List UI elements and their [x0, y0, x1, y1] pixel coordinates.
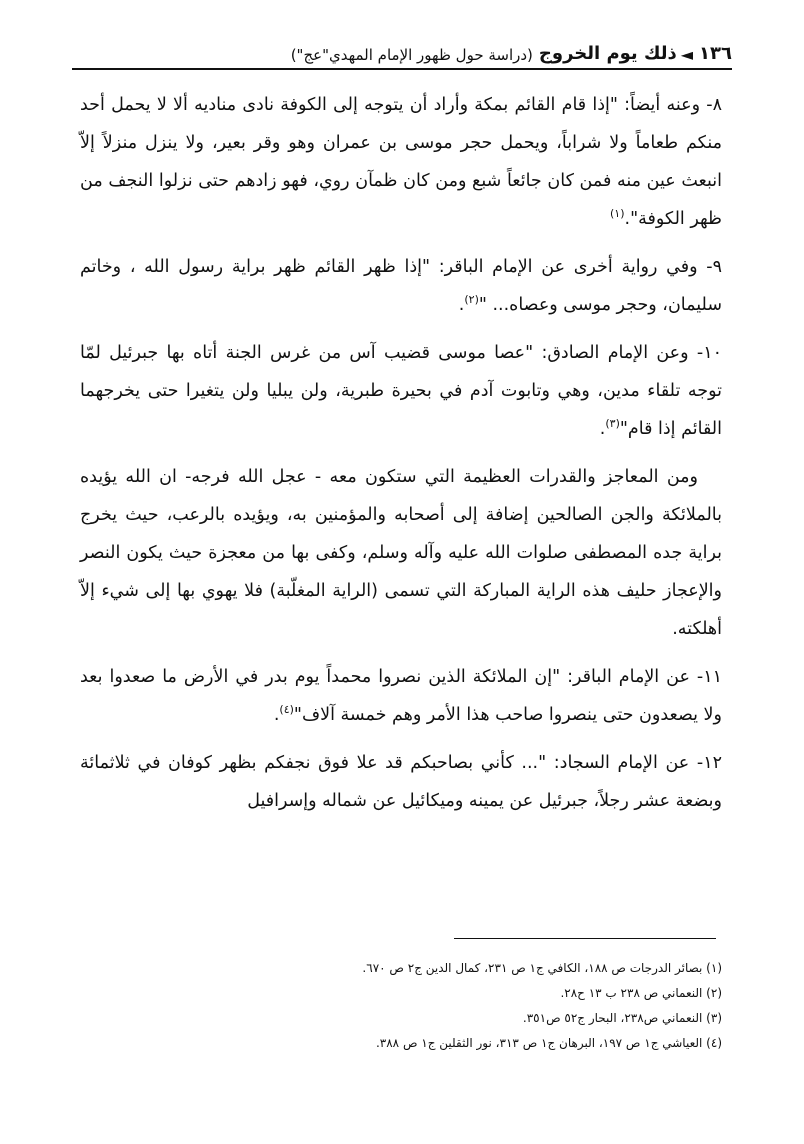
paragraph-text: ١٢- عن الإمام السجاد: "... كأني بصاحبكم قد علا فوق نجفكم بظهر كوفان في ثلاثمائة وبضعة عشر رجلاً، جبرئيل عن يمينه وميكائيل عن شماله وإسرافيل — [80, 753, 722, 811]
book-title: ذلك يوم الخروج — [538, 43, 677, 64]
footnote-ref: (٣) — [605, 417, 620, 431]
paragraph-text: ٨- وعنه أيضاً: "إذا قام القائم بمكة وأراد أن يتوجه إلى الكوفة نادى مناديه ألا لا يحمل أحد منكم طعاماً ولا شراباً، ويحمل حجر موسى بن عمران وهو وقر بعير، ولا ينزل منزلاً إلاّ انبعث عين منه فمن كان جائعاً شبع ومن كان ظمآن روي، فهو زادهم حتى نزلوا النجف من ظهر الكوفة". — [80, 95, 722, 229]
paragraph-11: ١١- عن الإمام الباقر: "إن الملائكة الذين نصروا محمداً يوم بدر في الأرض ما صعدوا بعد ولا يصعدون حتى ينصروا صاحب هذا الأمر وهم خمسة آلاف"$^{(٤)}$. — [80, 667, 722, 725]
footnote-4: (٤) العياشي ج١ ص ١٩٧، البرهان ج١ ص ٣١٣، نور الثقلين ج١ ص ٣٨٨. — [375, 1036, 722, 1050]
paragraph-text: ١١- عن الإمام الباقر: "إن الملائكة الذين نصروا محمداً يوم بدر في الأرض ما صعدوا بعد ولا يصعدون حتى ينصروا صاحب هذا الأمر وهم خمسة آلاف" — [80, 667, 722, 725]
paragraph-text: ومن المعاجز والقدرات العظيمة التي ستكون معه - عجل الله فرجه- ان الله يؤيده بالملائكة والجن الصالحين إضافة إلى أصحابه والمؤمنين به، ويؤيده بالرعب، حيث يخرج براية جده المصطفى صلوات الله عليه وآله وسلم، وكفى بها من معجزة حيث يكون النصر والإعجاز حليف هذه الراية المباركة التي تسمى (الراية المغلّبة) فلا يهوي بها إلى شيء إلاّ أهلكته. — [80, 467, 722, 639]
paragraph-text: ٩- وفي رواية أخرى عن الإمام الباقر: "إذا ظهر القائم ظهر براية رسول الله ، وخاتم سليمان، وحجر موسى وعصاه... " — [80, 257, 722, 315]
paragraph-text: ١٠- وعن الإمام الصادق: "عصا موسى قضيب آس من غرس الجنة أتاه بها جبرئيل لمّا توجه تلقاء مدين، وهي وتابوت آدم في بحيرة طبرية، ولن يبليا ولن يتغيرا حتى يخرجهما القائم إذا قام" — [80, 343, 722, 439]
footnote-ref: (١) — [610, 207, 625, 221]
main-text — [80, 86, 722, 830]
paragraph-12 — [80, 744, 722, 820]
footnote-divider — [454, 938, 716, 939]
paragraph-8 — [80, 86, 722, 238]
footnote-ref: (٢) — [464, 293, 479, 307]
footnote-2: (٢) النعماني ص ٢٣٨ ب ١٣ ح٢٨. — [560, 986, 722, 1000]
footnote-3: (٣) النعماني ص٢٣٨، البحار ج٥٢ ص٣٥١. — [522, 1011, 722, 1025]
book-subtitle: (دراسة حول ظهور الإمام المهدي"عج") — [290, 46, 533, 64]
page-number: ١٣٦ — [699, 43, 732, 64]
footnote-ref: (٤) — [279, 703, 294, 717]
header-divider — [72, 68, 732, 70]
footnote-1: (١) بصائر الدرجات ص ١٨٨، الكافي ج١ ص ٢٣١، كمال الدين ج٢ ص ٦٧٠. — [362, 961, 722, 975]
paragraph-10: ١٠- وعن الإمام الصادق: "عصا موسى قضيب آس من غرس الجنة أتاه بها جبرئيل لمّا توجه تلقاء مدين، وهي وتابوت آدم في بحيرة طبرية، ولن يبليا ولن يتغيرا حتى يخرجهما القائم إذا قام"$^{(٣)}$. — [80, 343, 722, 439]
footnotes — [80, 956, 722, 1056]
running-header — [72, 32, 732, 64]
arrow-icon: ◄ — [680, 45, 694, 64]
paragraph-miracles — [80, 458, 722, 648]
paragraph-9: ٩- وفي رواية أخرى عن الإمام الباقر: "إذا ظهر القائم ظهر براية رسول الله ، وخاتم سليمان، وحجر موسى وعصاه... "$^{(٢)}$. — [80, 257, 722, 315]
